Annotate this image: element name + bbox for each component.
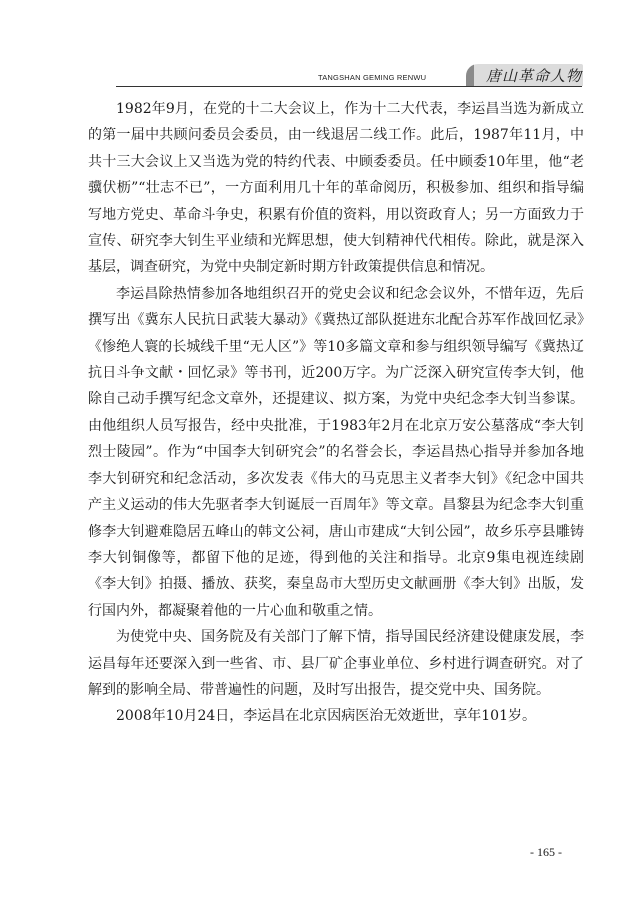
header-tab-stripe xyxy=(466,64,474,86)
header-section-tab xyxy=(466,64,583,86)
paragraph: 2008年10月24日，李运昌在北京因病医治无效逝世，享年101岁。 xyxy=(116,708,536,725)
header-english-title: TANGSHAN GEMING RENWU xyxy=(318,73,427,82)
paragraph: 1982年9月，在党的十二大会议上，作为十二大代表，李运昌当选为新成立的第一届中共顾问委员会委员，由一线退居二线工作。此后，1987年11月，中共十三大会议上又当选为党的特约代表、中顾委委员。任中顾委10年里，他“老骥伏枥”“壮志不已”，一方面利用几十年的革命阅历，积极参加、组织和指导编写地方党史、革命斗争史，积累有价值的资料，用以资政育人；另一方面致力于宣传、研究李大钊生平业绩和光辉思想，使大钊精神代代相传。除此，就是深入基层，调查研究，为党中央制定新时期方针政策提供信息和情况。 xyxy=(88,101,584,276)
running-header xyxy=(0,0,643,110)
body-text xyxy=(88,96,584,730)
paragraph: 李运昌除热情参加各地组织召开的党史会议和纪念会议外，不惜年迈，先后撰写出《冀东人民抗日武装大暴动》《冀热辽部队挺进东北配合苏军作战回忆录》《惨绝人寰的长城线千里“无人区”》等10多篇文章和参与组织领导编写《冀热辽抗日斗争文献・回忆录》等书刊，近200万字。为广泛深入研究宣传李大钊，他除自己动手撰写纪念文章外，还提建议、拟方案，为党中央纪念李大钊当参谋。由他组织人员写报告，经中央批准，于1983年2月在北京万安公墓落成“李大钊烈士陵园”。作为“中国李大钊研究会”的名誉会长，李运昌热心指导并参加各地李大钊研究和纪念活动，多次发表《伟大的马克思主义者李大钊》《纪念中国共产主义运动的伟大先驱者李大钊诞辰一百周年》等文章。昌黎县为纪念李大钊重修李大钊避难隐居五峰山的韩文公祠，唐山市建成“大钊公园”，故乡乐亭县雕铸李大钊铜像等，都留下他的足迹，得到他的关注和指导。北京9集电视连续剧《李大钊》拍摄、播放、获奖，秦皇岛市大型历史文献画册《李大钊》出版，发行国内外，都凝聚着他的一片心血和敬重之情。 xyxy=(88,285,584,619)
paragraph: 为使党中央、国务院及有关部门了解下情，指导国民经济建设健康发展，李运昌每年还要深入到一些省、市、县厂矿企事业单位、乡村进行调查研究。对了解到的影响全局、带普遍性的问题，及时写出报告，提交党中央、国务院。 xyxy=(88,629,584,698)
header-rule xyxy=(116,86,582,87)
header-section-label: 唐山革命人物 xyxy=(486,67,583,85)
page-number: - 165 - xyxy=(530,845,562,859)
